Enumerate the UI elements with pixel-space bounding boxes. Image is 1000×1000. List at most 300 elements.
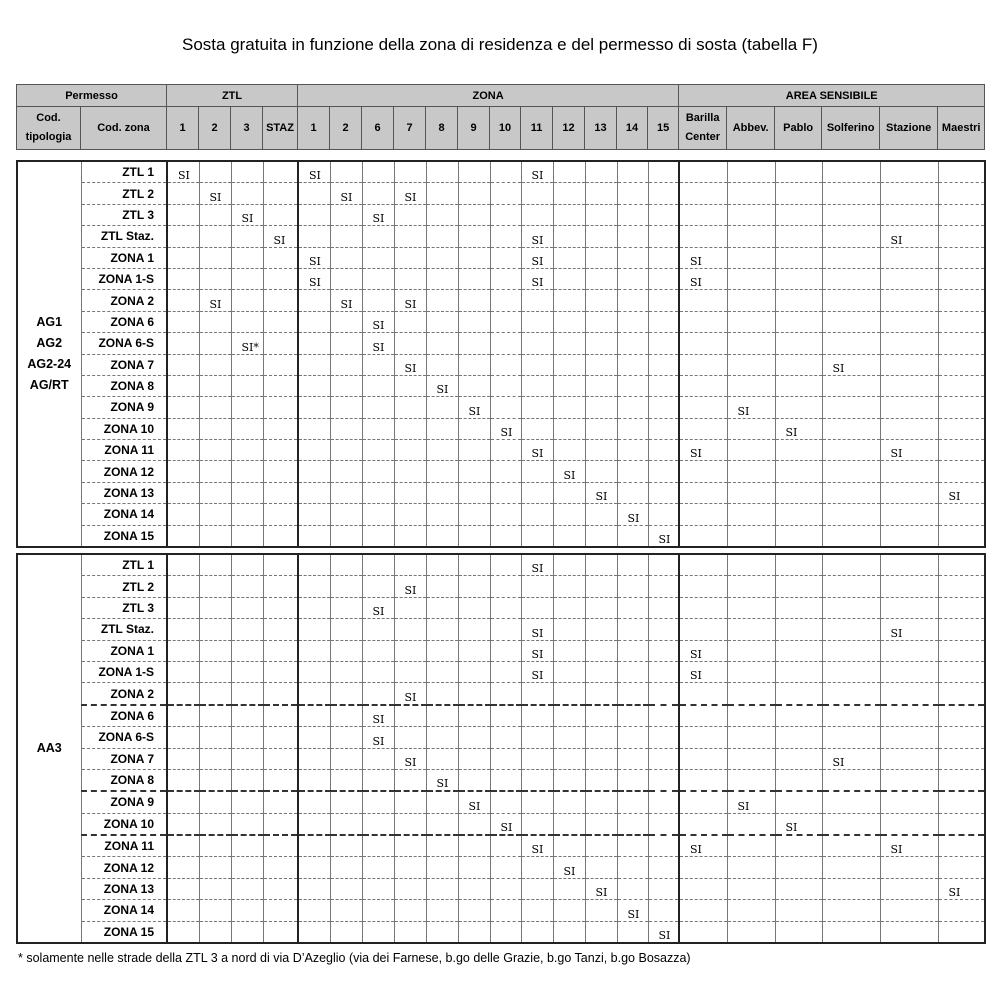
table-cell (426, 461, 458, 482)
table-cell (263, 290, 298, 311)
table-cell (231, 482, 263, 503)
table-cell (330, 576, 362, 597)
table-cell (727, 183, 775, 204)
table-cell (553, 397, 585, 418)
table-cell (458, 482, 490, 503)
table-cell (938, 661, 985, 682)
zone-label: ZONA 6 (81, 311, 167, 332)
table-cell (521, 482, 553, 503)
table-cell (727, 525, 775, 547)
table-cell (775, 525, 822, 547)
table-cell (199, 921, 231, 943)
table-cell (231, 354, 263, 375)
table-cell (617, 619, 648, 640)
table-cell (585, 247, 617, 268)
table-cell: SI (880, 835, 938, 857)
table-cell (426, 161, 458, 183)
table-cell (330, 683, 362, 705)
table-cell (679, 333, 727, 354)
table-cell (521, 705, 553, 727)
table-cell (775, 857, 822, 878)
table-cell (330, 597, 362, 618)
table-cell (648, 247, 679, 268)
table-cell (727, 813, 775, 835)
table-cell (521, 204, 553, 225)
table-cell (426, 878, 458, 899)
table-cell (167, 418, 199, 439)
table-cell (330, 268, 362, 289)
table-cell (521, 397, 553, 418)
table-cell (330, 619, 362, 640)
table-cell (585, 857, 617, 878)
table-cell (330, 769, 362, 791)
table-cell (521, 418, 553, 439)
table-cell (199, 525, 231, 547)
table-cell: SI (199, 183, 231, 204)
table-cell (394, 661, 426, 682)
table-cell (298, 554, 330, 576)
table-cell (199, 204, 231, 225)
zone-label: ZTL 1 (81, 161, 167, 183)
table-cell (880, 791, 938, 813)
table-cell (394, 857, 426, 878)
table-cell (394, 333, 426, 354)
table-cell (617, 727, 648, 748)
table-cell (648, 813, 679, 835)
table-cell (727, 554, 775, 576)
table-cell (231, 597, 263, 618)
table-cell (231, 813, 263, 835)
zone-label: ZONA 7 (81, 748, 167, 769)
table-cell (617, 921, 648, 943)
table-cell (167, 705, 199, 727)
table-cell (648, 268, 679, 289)
table-cell (775, 878, 822, 899)
table-cell (199, 554, 231, 576)
table-cell (617, 226, 648, 247)
table-cell (362, 878, 394, 899)
table-cell (167, 791, 199, 813)
table-cell (167, 226, 199, 247)
table-cell (426, 268, 458, 289)
table-cell (938, 226, 985, 247)
table-cell (585, 461, 617, 482)
table-row (17, 504, 985, 525)
table-cell (426, 640, 458, 661)
table-cell (458, 661, 490, 682)
table-cell (298, 354, 330, 375)
table-cell (362, 418, 394, 439)
table-cell (521, 597, 553, 618)
table-cell (231, 640, 263, 661)
table-cell: SI (362, 333, 394, 354)
table-cell (822, 705, 880, 727)
table-row (17, 791, 985, 813)
table-cell (679, 397, 727, 418)
zone-label: ZTL 1 (81, 554, 167, 576)
table-cell (880, 268, 938, 289)
table-cell (679, 748, 727, 769)
table-cell (426, 482, 458, 503)
column-header: 10 (490, 107, 521, 150)
table-cell (362, 683, 394, 705)
table-cell: SI (362, 727, 394, 748)
table-row (17, 311, 985, 332)
table-cell (231, 791, 263, 813)
table-cell (617, 683, 648, 705)
table-cell (426, 354, 458, 375)
table-cell: SI (458, 791, 490, 813)
table-cell (426, 619, 458, 640)
table-cell (167, 461, 199, 482)
table-cell (167, 661, 199, 682)
table-cell (880, 311, 938, 332)
table-cell (231, 554, 263, 576)
table-cell (585, 900, 617, 921)
table-cell (362, 661, 394, 682)
table-cell (490, 247, 521, 268)
table-cell (521, 878, 553, 899)
table-cell: SI (880, 226, 938, 247)
table-row (17, 640, 985, 661)
table-cell (330, 333, 362, 354)
zone-label: ZONA 11 (81, 835, 167, 857)
table-cell (727, 375, 775, 396)
table-cell (880, 397, 938, 418)
table-cell (199, 640, 231, 661)
table-cell (880, 576, 938, 597)
zone-label: ZTL 3 (81, 597, 167, 618)
table-cell: SI (458, 397, 490, 418)
table-cell (167, 525, 199, 547)
table-cell (822, 835, 880, 857)
table-cell (775, 619, 822, 640)
table-cell (458, 354, 490, 375)
table-cell (727, 482, 775, 503)
table-cell (775, 461, 822, 482)
table-cell (458, 440, 490, 461)
table-cell (490, 183, 521, 204)
table-row (17, 769, 985, 791)
table-cell (727, 857, 775, 878)
zone-label: ZONA 15 (81, 525, 167, 547)
table-cell (938, 161, 985, 183)
table-cell (727, 247, 775, 268)
table-cell (617, 878, 648, 899)
table-cell (822, 482, 880, 503)
table-cell (938, 461, 985, 482)
table-row (17, 354, 985, 375)
table-cell (553, 290, 585, 311)
table-cell (362, 525, 394, 547)
table-cell: SI (679, 268, 727, 289)
table-cell (585, 311, 617, 332)
table-cell: SI (167, 161, 199, 183)
table-cell (648, 597, 679, 618)
table-cell (490, 576, 521, 597)
table-cell (231, 268, 263, 289)
table-cell (679, 813, 727, 835)
ztl-header: ZTL (167, 85, 298, 107)
table-cell (426, 791, 458, 813)
table-cell (617, 440, 648, 461)
zone-label: ZONA 11 (81, 440, 167, 461)
table-cell (521, 769, 553, 791)
table-header (16, 84, 985, 150)
table-cell (298, 418, 330, 439)
table-cell (426, 290, 458, 311)
table-cell (362, 748, 394, 769)
table-cell (298, 683, 330, 705)
table-cell (167, 397, 199, 418)
table-cell (648, 900, 679, 921)
table-cell (938, 333, 985, 354)
table-cell (458, 333, 490, 354)
table-cell (199, 900, 231, 921)
table-cell (263, 183, 298, 204)
table-cell (585, 683, 617, 705)
table-cell (775, 183, 822, 204)
table-cell (298, 375, 330, 396)
column-header: 3 (231, 107, 263, 150)
table-row (17, 554, 985, 576)
table-cell (167, 683, 199, 705)
table-cell (679, 311, 727, 332)
table-cell (648, 354, 679, 375)
table-cell (553, 504, 585, 525)
table-cell (822, 183, 880, 204)
table-cell (553, 247, 585, 268)
table-cell (458, 878, 490, 899)
table-cell: SI (648, 921, 679, 943)
zone-label: ZONA 2 (81, 290, 167, 311)
table-cell (648, 161, 679, 183)
table-cell (553, 683, 585, 705)
table-cell: SI (521, 268, 553, 289)
table-cell (330, 397, 362, 418)
table-cell (362, 268, 394, 289)
table-cell (727, 921, 775, 943)
table-cell: SI (822, 748, 880, 769)
table-row (17, 748, 985, 769)
table-cell (880, 354, 938, 375)
table-cell (617, 857, 648, 878)
table-cell (362, 640, 394, 661)
table-cell (521, 813, 553, 835)
table-cell (585, 835, 617, 857)
table-cell (938, 183, 985, 204)
zone-label: ZONA 1-S (81, 661, 167, 682)
table-cell (263, 397, 298, 418)
table-cell (362, 247, 394, 268)
table-cell (727, 835, 775, 857)
table-cell (648, 226, 679, 247)
table-cell (394, 791, 426, 813)
table-cell (490, 161, 521, 183)
table-cell: SI (521, 640, 553, 661)
table-cell (648, 705, 679, 727)
table-cell (490, 835, 521, 857)
table-cell (553, 727, 585, 748)
table-cell (167, 440, 199, 461)
table-cell (362, 619, 394, 640)
table-cell (727, 461, 775, 482)
table-cell (394, 375, 426, 396)
table-cell (490, 375, 521, 396)
table-row (17, 813, 985, 835)
table-cell (362, 791, 394, 813)
table-cell (263, 878, 298, 899)
table-cell (199, 769, 231, 791)
column-header: 7 (394, 107, 426, 150)
table-cell (330, 482, 362, 503)
table-cell (648, 504, 679, 525)
table-cell (231, 525, 263, 547)
table-cell (648, 311, 679, 332)
table-cell (426, 418, 458, 439)
column-header: 14 (617, 107, 648, 150)
table-cell (167, 576, 199, 597)
table-cell (617, 835, 648, 857)
table-cell (585, 769, 617, 791)
table-cell (167, 482, 199, 503)
table-cell (426, 311, 458, 332)
table-cell: SI (617, 504, 648, 525)
table-group-aa3 (16, 553, 986, 944)
table-cell (298, 769, 330, 791)
table-cell (330, 204, 362, 225)
table-cell (330, 247, 362, 268)
table-row (17, 440, 985, 461)
table-cell (775, 921, 822, 943)
table-row (17, 482, 985, 503)
table-cell: SI (199, 290, 231, 311)
table-cell: SI (231, 204, 263, 225)
table-cell (199, 857, 231, 878)
table-cell (938, 640, 985, 661)
table-cell (330, 418, 362, 439)
table-cell: SI (727, 791, 775, 813)
table-cell (263, 857, 298, 878)
table-cell (231, 900, 263, 921)
table-row (17, 525, 985, 547)
table-cell (617, 705, 648, 727)
zona-header: ZONA (298, 85, 679, 107)
table-cell (938, 791, 985, 813)
table-cell (648, 461, 679, 482)
table-cell: SI (679, 640, 727, 661)
table-cell (521, 857, 553, 878)
zone-label: ZONA 6 (81, 705, 167, 727)
table-cell (167, 857, 199, 878)
table-cell (585, 525, 617, 547)
table-cell (521, 791, 553, 813)
table-cell (938, 683, 985, 705)
table-cell (938, 525, 985, 547)
table-cell (362, 461, 394, 482)
table-cell: SI (298, 247, 330, 268)
table-cell (231, 440, 263, 461)
table-cell (617, 161, 648, 183)
zone-label: ZTL 2 (81, 576, 167, 597)
table-cell (394, 504, 426, 525)
table-cell: SI (426, 375, 458, 396)
zone-label: ZONA 15 (81, 921, 167, 943)
table-cell: SI (585, 482, 617, 503)
table-cell (199, 683, 231, 705)
table-cell (822, 161, 880, 183)
table-cell (298, 440, 330, 461)
table-cell (880, 878, 938, 899)
table-cell (199, 333, 231, 354)
table-cell (298, 597, 330, 618)
zone-label: ZONA 1 (81, 640, 167, 661)
table-cell (648, 418, 679, 439)
table-cell (775, 576, 822, 597)
table-cell (727, 640, 775, 661)
table-cell (679, 554, 727, 576)
table-cell (880, 418, 938, 439)
table-cell (775, 161, 822, 183)
zone-label: ZTL Staz. (81, 226, 167, 247)
table-cell (727, 161, 775, 183)
table-cell (880, 727, 938, 748)
table-cell (490, 900, 521, 921)
table-cell (263, 554, 298, 576)
table-cell (880, 661, 938, 682)
table-row (17, 857, 985, 878)
table-cell (938, 290, 985, 311)
cod-tipologia-header: Cod. tipologia (17, 107, 81, 150)
table-cell (617, 791, 648, 813)
table-cell (263, 440, 298, 461)
table-cell (679, 727, 727, 748)
table-cell (490, 597, 521, 618)
table-cell (263, 769, 298, 791)
table-cell (458, 683, 490, 705)
table-row (17, 204, 985, 225)
table-cell (199, 268, 231, 289)
table-cell (426, 813, 458, 835)
table-cell (458, 813, 490, 835)
table-cell (775, 440, 822, 461)
table-cell: SI (553, 857, 585, 878)
table-cell (330, 813, 362, 835)
table-cell: SI (426, 769, 458, 791)
table-cell (490, 748, 521, 769)
table-cell (648, 791, 679, 813)
table-cell (938, 769, 985, 791)
table-cell (263, 482, 298, 503)
table-cell (775, 311, 822, 332)
table-cell (167, 619, 199, 640)
table-cell (394, 311, 426, 332)
zone-label: ZONA 10 (81, 813, 167, 835)
table-cell (330, 311, 362, 332)
page-title: Sosta gratuita in funzione della zona di residenza e del permesso di sosta (tabella F) (182, 35, 818, 54)
table-cell (330, 440, 362, 461)
table-cell (458, 461, 490, 482)
table-cell (880, 204, 938, 225)
table-cell (822, 554, 880, 576)
table-cell (553, 183, 585, 204)
table-cell (394, 878, 426, 899)
table-cell (775, 683, 822, 705)
table-cell (167, 354, 199, 375)
table-cell (648, 640, 679, 661)
table-cell (458, 576, 490, 597)
table-cell (330, 921, 362, 943)
